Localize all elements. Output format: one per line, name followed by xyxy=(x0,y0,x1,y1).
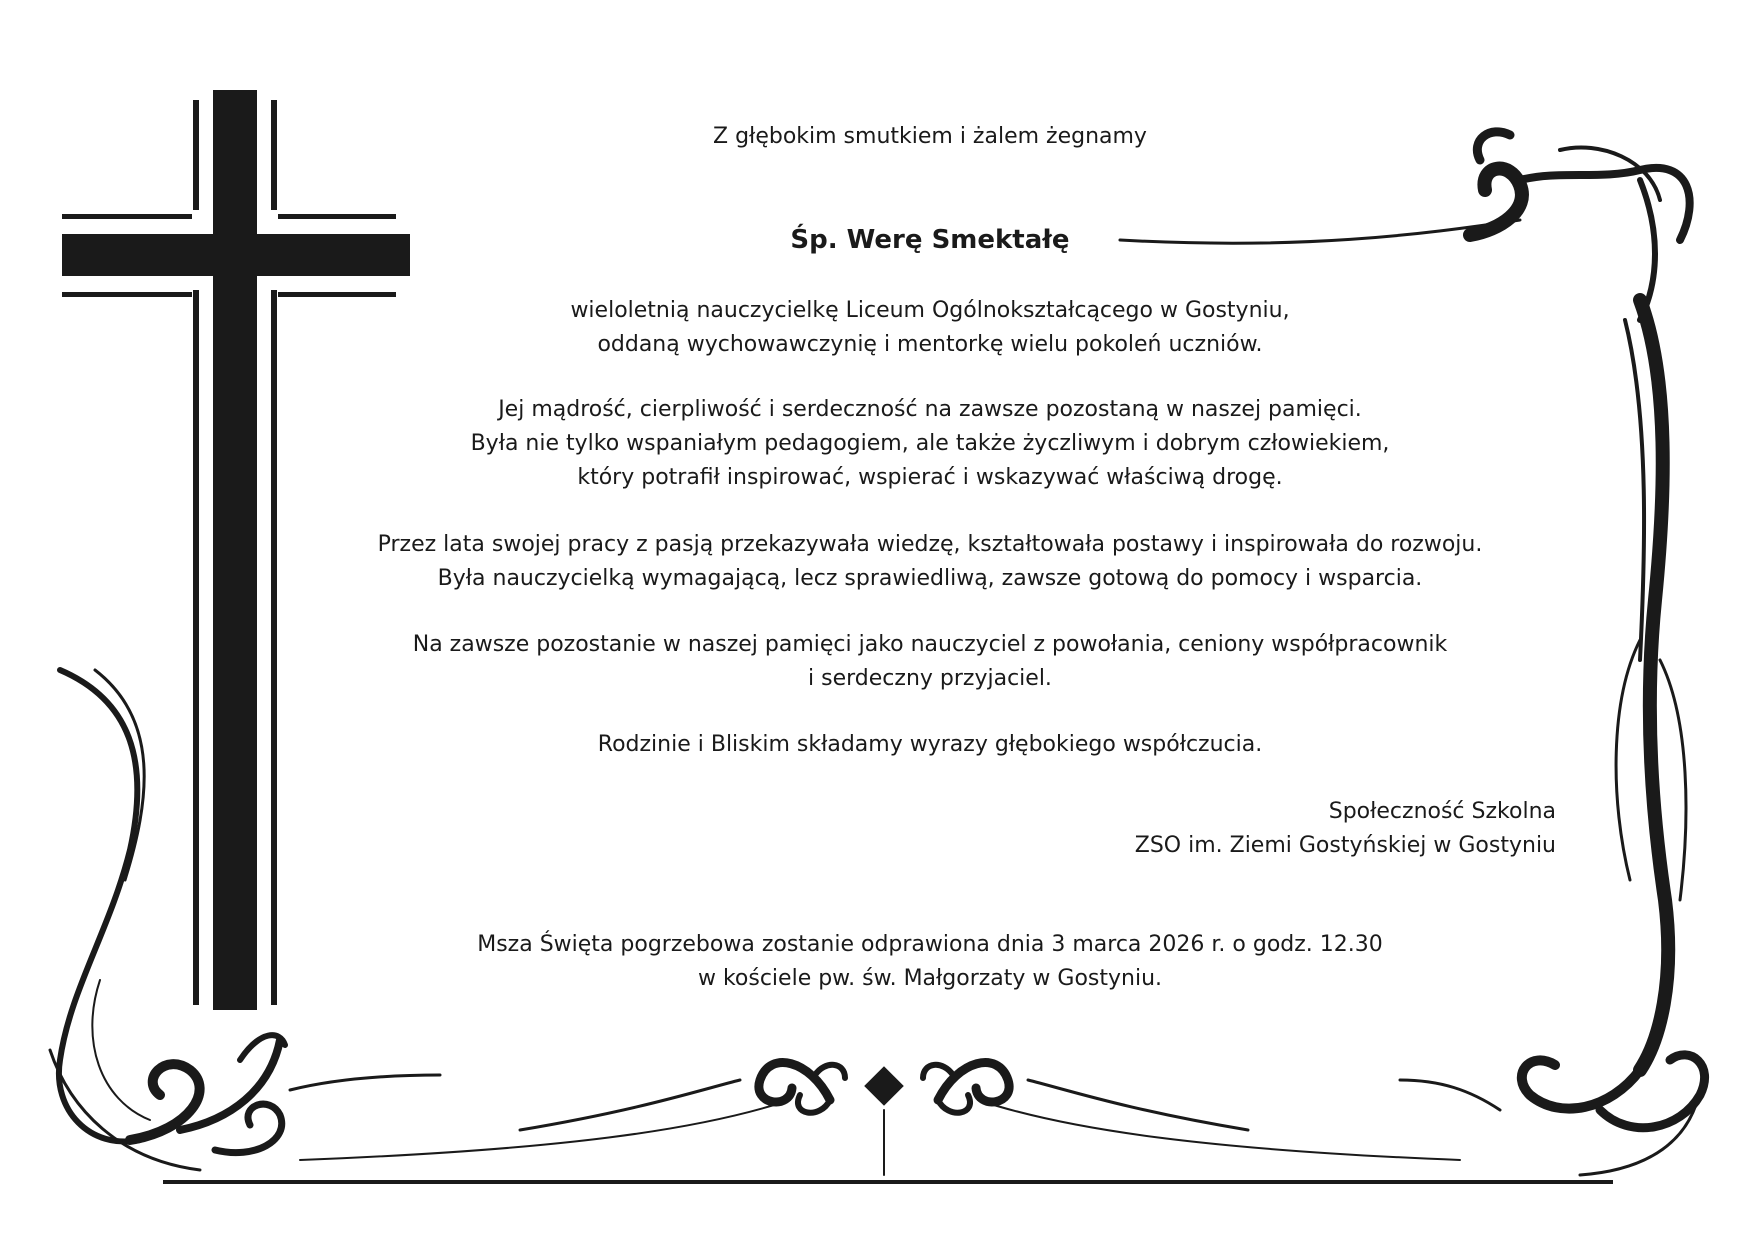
paragraph-line: który potrafił inspirować, wspierać i wskazywać właściwą drogę. xyxy=(577,465,1283,490)
signature-line: Społeczność Szkolna xyxy=(1328,799,1556,824)
description-block xyxy=(330,294,1530,362)
signature-block xyxy=(1135,795,1556,863)
description-line: oddaną wychowawczynię i mentorkę wielu pokoleń uczniów. xyxy=(597,332,1263,357)
center-flourish-icon xyxy=(300,1063,1460,1175)
paragraph-memory xyxy=(330,628,1530,696)
paragraph-line: Przez lata swojej pracy z pasją przekazywała wiedzę, kształtowała postawy i inspirowała do rozwoju. xyxy=(377,532,1483,557)
mass-line: w kościele pw. św. Małgorzaty w Gostyniu. xyxy=(697,966,1163,991)
opening-line: Z głębokim smutkiem i żalem żegnamy xyxy=(713,124,1147,149)
paragraph-line: i serdeczny przyjaciel. xyxy=(808,666,1052,691)
bottom-line xyxy=(163,1180,1613,1184)
deceased-name: Śp. Werę Smektałę xyxy=(790,225,1070,255)
mass-line: Msza Święta pogrzebowa zostanie odprawiona dnia 3 marca 2026 r. o godz. 12.30 xyxy=(477,932,1383,957)
paragraph-line: Na zawsze pozostanie w naszej pamięci jako nauczyciel z powołania, ceniony współpracownik xyxy=(412,632,1448,657)
paragraph-line: Była nauczycielką wymagającą, lecz sprawiedliwą, zawsze gotową do pomocy i wsparcia. xyxy=(437,566,1423,591)
signature-line: ZSO im. Ziemi Gostyńskiej w Gostyniu xyxy=(1134,833,1556,858)
paragraph-line: Była nie tylko wspaniałym pedagogiem, ale także życzliwym i dobrym człowiekiem, xyxy=(470,431,1390,456)
description-line: wieloletnią nauczycielkę Liceum Ogólnokształcącego w Gostyniu, xyxy=(570,298,1290,323)
paragraph-line: Jej mądrość, cierpliwość i serdeczność na zawsze pozostaną w naszej pamięci. xyxy=(498,397,1362,422)
mass-announcement xyxy=(330,928,1530,996)
paragraph-work xyxy=(330,528,1530,596)
condolences-line: Rodzinie i Bliskim składamy wyrazy głębokiego współczucia. xyxy=(597,732,1263,757)
paragraph-wisdom xyxy=(330,393,1530,495)
